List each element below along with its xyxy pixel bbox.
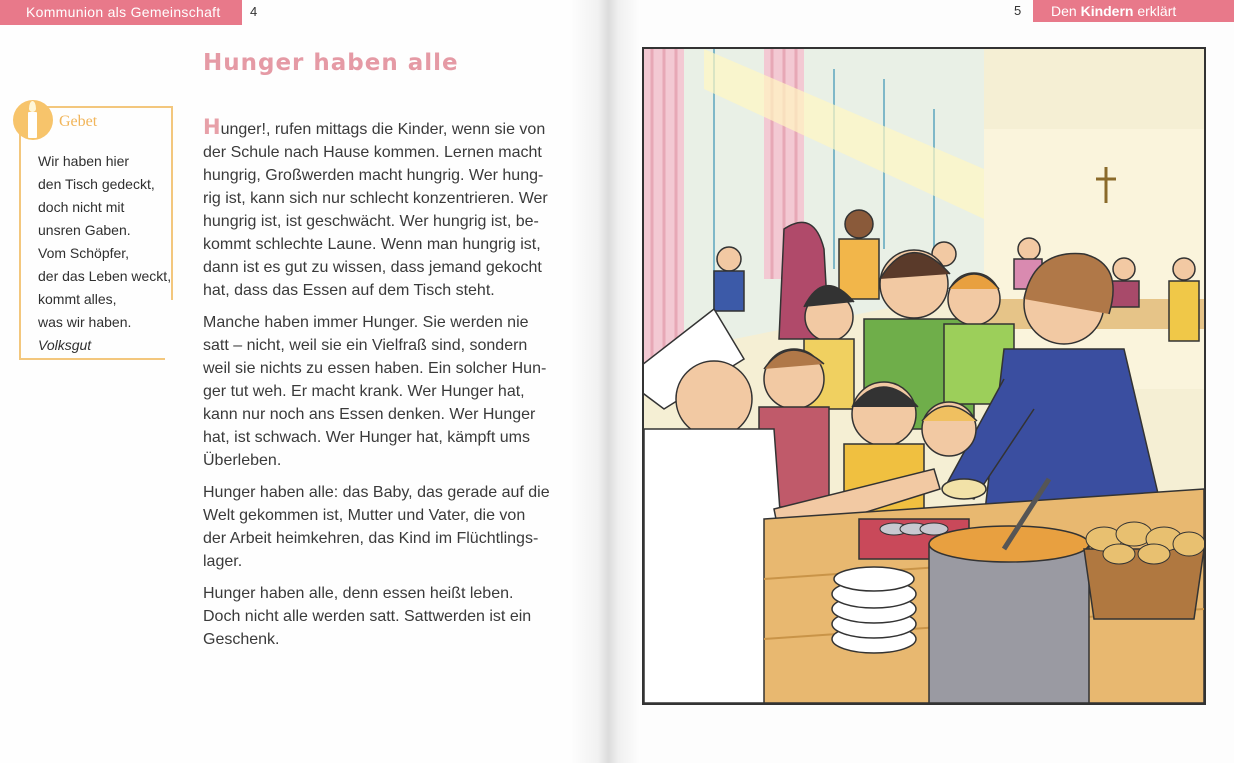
text-line: hungrig, Großwerden macht hungrig. Wer hung- [203,167,544,184]
paragraph-3 [203,481,573,573]
text-line: lager. [203,553,243,570]
text-line: dann ist es gut zu wissen, dass jemand gekocht [203,259,542,276]
section-header-right [1033,0,1234,22]
text-line: ger tut weh. Er macht krank. Wer Hunger hat, [203,383,525,400]
page-number-left: 4 [250,4,258,19]
text-line: Überleben. [203,452,282,469]
prayer-line: unsren Gaben. [38,222,131,238]
text-line-content: unger!, rufen mittags die Kinder, wenn sie von [220,121,546,138]
prayer-line: was wir haben. [38,314,132,330]
section-header-right-bold: Kindern [1080,3,1134,19]
text-line: satt – nicht, weil sie ein Vielfraß sind, sondern [203,337,528,354]
text-line: Manche haben immer Hunger. Sie werden nie [203,314,529,331]
text-line [203,116,573,141]
prayer-line: den Tisch gedeckt, [38,176,155,192]
text-line: kann nur noch ans Essen denken. Wer Hunger [203,406,536,423]
candle-body [28,112,37,138]
prayer-heading: Gebet [59,113,98,130]
section-header-right-suffix: erklärt [1137,3,1177,19]
prayer-source: Volksgut [38,337,92,353]
page-title: Hunger haben alle [203,50,459,76]
prayer-line: der das Leben weckt, [38,268,172,284]
text-line: hat, dass das Essen auf dem Tisch steht. [203,282,495,299]
prayer-line: kommt alles, [38,291,117,307]
paragraph-4 [203,582,573,651]
text-line: Doch nicht alle werden satt. Sattwerden ist ein [203,608,532,625]
text-line: kommt schlechte Laune. Wenn man hungrig ist, [203,236,541,253]
text-line: Geschenk. [203,631,280,648]
text-line: Welt gekommen ist, Mutter und Vater, die von [203,507,526,524]
text-line: weil sie nichts zu essen haben. Ein solcher Hun- [203,360,547,377]
illustration-drawing [644,49,1204,703]
paragraph-1 [203,116,573,302]
section-header-right-prefix: Den [1051,3,1077,19]
prayer-text [38,150,171,357]
page-number-right: 5 [1014,3,1022,18]
illustration-meal-sharing [642,47,1206,705]
book-gutter [570,0,640,763]
text-line: der Schule nach Hause kommen. Lernen macht [203,144,542,161]
prayer-line: doch nicht mit [38,199,125,215]
body-text [203,116,573,660]
candle-flame [29,101,36,112]
text-line: Hunger haben alle: das Baby, das gerade auf die [203,484,550,501]
text-line: hungrig ist, ist geschwächt. Wer hungrig ist, be- [203,213,539,230]
text-line: rig ist, kann sich nur schlecht konzentrieren. Wer [203,190,548,207]
section-header-left: Kommunion als Gemeinschaft [0,0,242,25]
text-line: der Arbeit heimkehren, das Kind im Flüchtlings- [203,530,539,547]
drop-cap: H [203,115,221,139]
text-line: Hunger haben alle, denn essen heißt leben. [203,585,514,602]
prayer-line: Vom Schöpfer, [38,245,130,261]
prayer-line: Wir haben hier [38,153,130,169]
paragraph-2 [203,311,573,472]
text-line: hat, ist schwach. Wer Hunger hat, kämpft ums [203,429,530,446]
